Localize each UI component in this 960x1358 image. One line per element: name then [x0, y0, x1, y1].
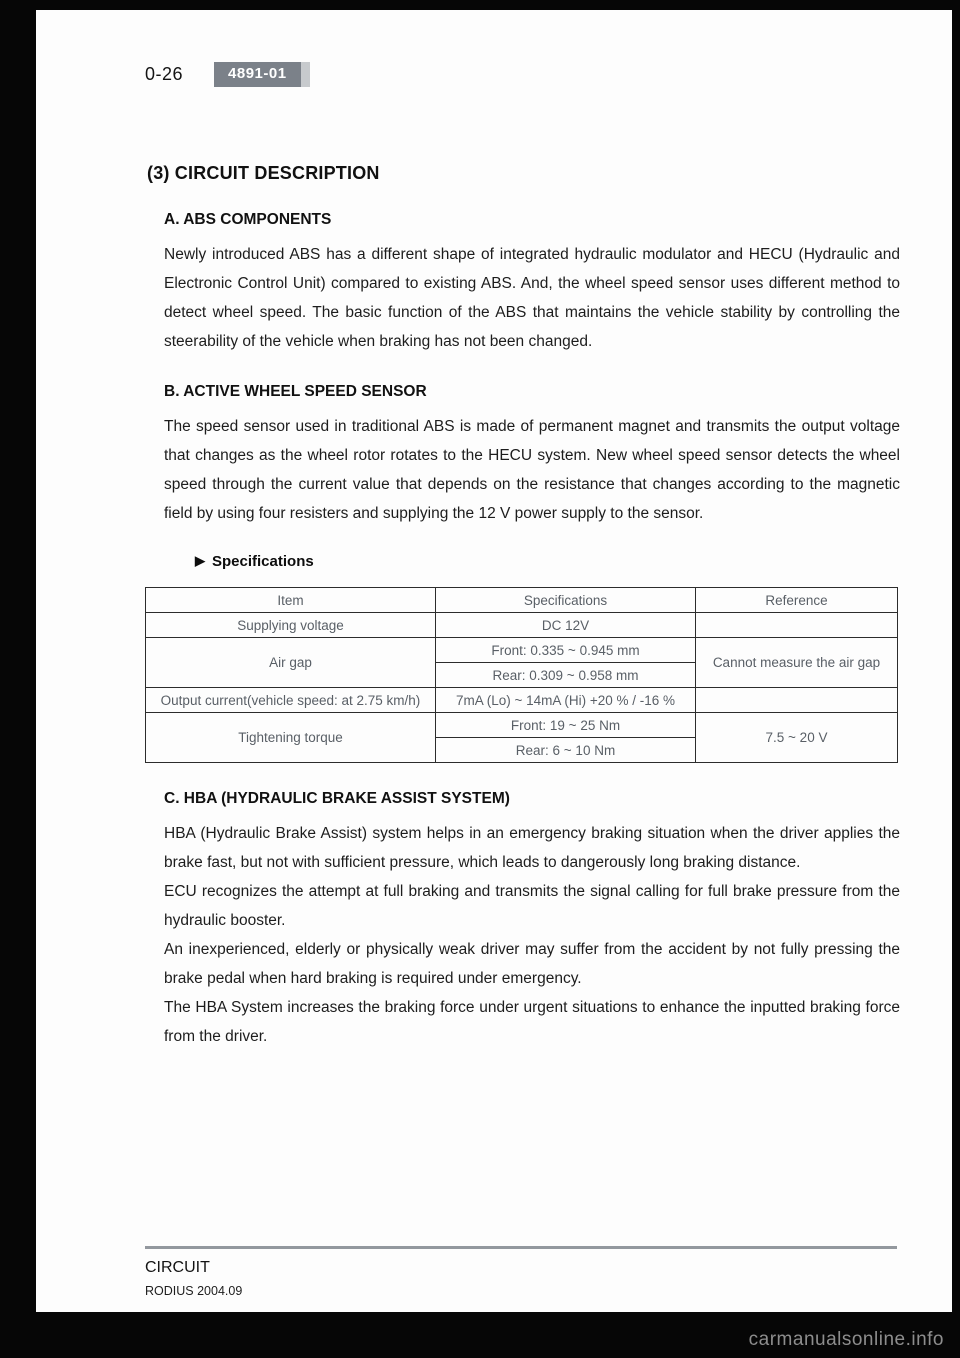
cell-supplying-voltage-item: Supplying voltage [146, 613, 436, 638]
section-c-paragraph-1: HBA (Hydraulic Brake Assist) system helps in an emergency braking situation when the driver applies the brake fast, but not with sufficient pressure, which leads to dangerously long braking distance. [164, 825, 900, 871]
cell-supplying-voltage-reference [696, 613, 898, 638]
page-header [145, 62, 900, 87]
page-footer [145, 1246, 897, 1298]
section-wheel-speed-sensor [145, 383, 900, 763]
page-title: (3) CIRCUIT DESCRIPTION [147, 163, 380, 183]
footer-model-date: RODIUS 2004.09 [145, 1284, 243, 1298]
specifications-label [195, 553, 900, 570]
watermark-text: carmanualsonline.info [748, 1329, 944, 1350]
table-row [146, 713, 898, 738]
cell-air-gap-reference: Cannot measure the air gap [696, 638, 898, 688]
triangle-marker-icon: ▶ [195, 553, 205, 568]
cell-output-current-item: Output current(vehicle speed: at 2.75 km/h) [146, 688, 436, 713]
section-heading-b: B. ACTIVE WHEEL SPEED SENSOR [164, 383, 427, 400]
section-hba [145, 790, 900, 1051]
footer-divider [145, 1246, 897, 1249]
table-row [146, 688, 898, 713]
section-code-badge: 4891-01 [214, 62, 301, 87]
page-content [36, 10, 952, 1051]
cell-output-current-spec: 7mA (Lo) ~ 14mA (Hi) +20 % / -16 % [436, 688, 696, 713]
cell-tightening-torque-spec-rear: Rear: 6 ~ 10 Nm [436, 738, 696, 763]
section-heading-c: C. HBA (HYDRAULIC BRAKE ASSIST SYSTEM) [164, 790, 510, 807]
document-page [36, 10, 952, 1312]
table-row [146, 638, 898, 663]
cell-air-gap-spec-rear: Rear: 0.309 ~ 0.958 mm [436, 663, 696, 688]
specifications-table [145, 587, 898, 763]
cell-air-gap-spec-front: Front: 0.335 ~ 0.945 mm [436, 638, 696, 663]
section-code-badge-tail [301, 62, 310, 87]
page-number: 0-26 [145, 64, 184, 84]
column-header-specifications: Specifications [436, 588, 696, 613]
cell-tightening-torque-spec-front: Front: 19 ~ 25 Nm [436, 713, 696, 738]
section-b-paragraph: The speed sensor used in traditional ABS is made of permanent magnet and transmits the output voltage that changes as the wheel rotor rotates to the HECU system. New wheel speed sensor detects the wheel speed through the current value that depends on the resistance that changes according to the magnetic field by using four resisters and supplying the 12 V power supply to the sensor. [164, 418, 900, 522]
table-header-row [146, 588, 898, 613]
cell-output-current-reference [696, 688, 898, 713]
section-c-paragraph-2: ECU recognizes the attempt at full braking and transmits the signal calling for full brake pressure from the hydraulic booster. [164, 883, 900, 929]
column-header-reference: Reference [696, 588, 898, 613]
cell-supplying-voltage-spec: DC 12V [436, 613, 696, 638]
footer-chapter: CIRCUIT [145, 1259, 210, 1276]
table-row [146, 613, 898, 638]
column-header-item: Item [146, 588, 436, 613]
section-a-paragraph: Newly introduced ABS has a different shape of integrated hydraulic modulator and HECU (Hydraulic and Electronic Control Unit) compared to existing ABS. And, the wheel speed sensor uses different method to detect wheel speed. The basic function of the ABS that maintains the vehicle stability by controlling the steerability of the vehicle when braking has not been changed. [164, 246, 900, 350]
cell-tightening-torque-reference: 7.5 ~ 20 V [696, 713, 898, 763]
cell-air-gap-item: Air gap [146, 638, 436, 688]
section-c-paragraph-4: The HBA System increases the braking force under urgent situations to enhance the inputted braking force from the driver. [164, 999, 900, 1045]
specifications-label-text: Specifications [212, 553, 314, 570]
section-heading-a: A. ABS COMPONENTS [164, 211, 332, 228]
section-c-paragraph-3: An inexperienced, elderly or physically weak driver may suffer from the accident by not fully pressing the brake pedal when hard braking is required under emergency. [164, 941, 900, 987]
section-abs-components [145, 211, 900, 356]
cell-tightening-torque-item: Tightening torque [146, 713, 436, 763]
